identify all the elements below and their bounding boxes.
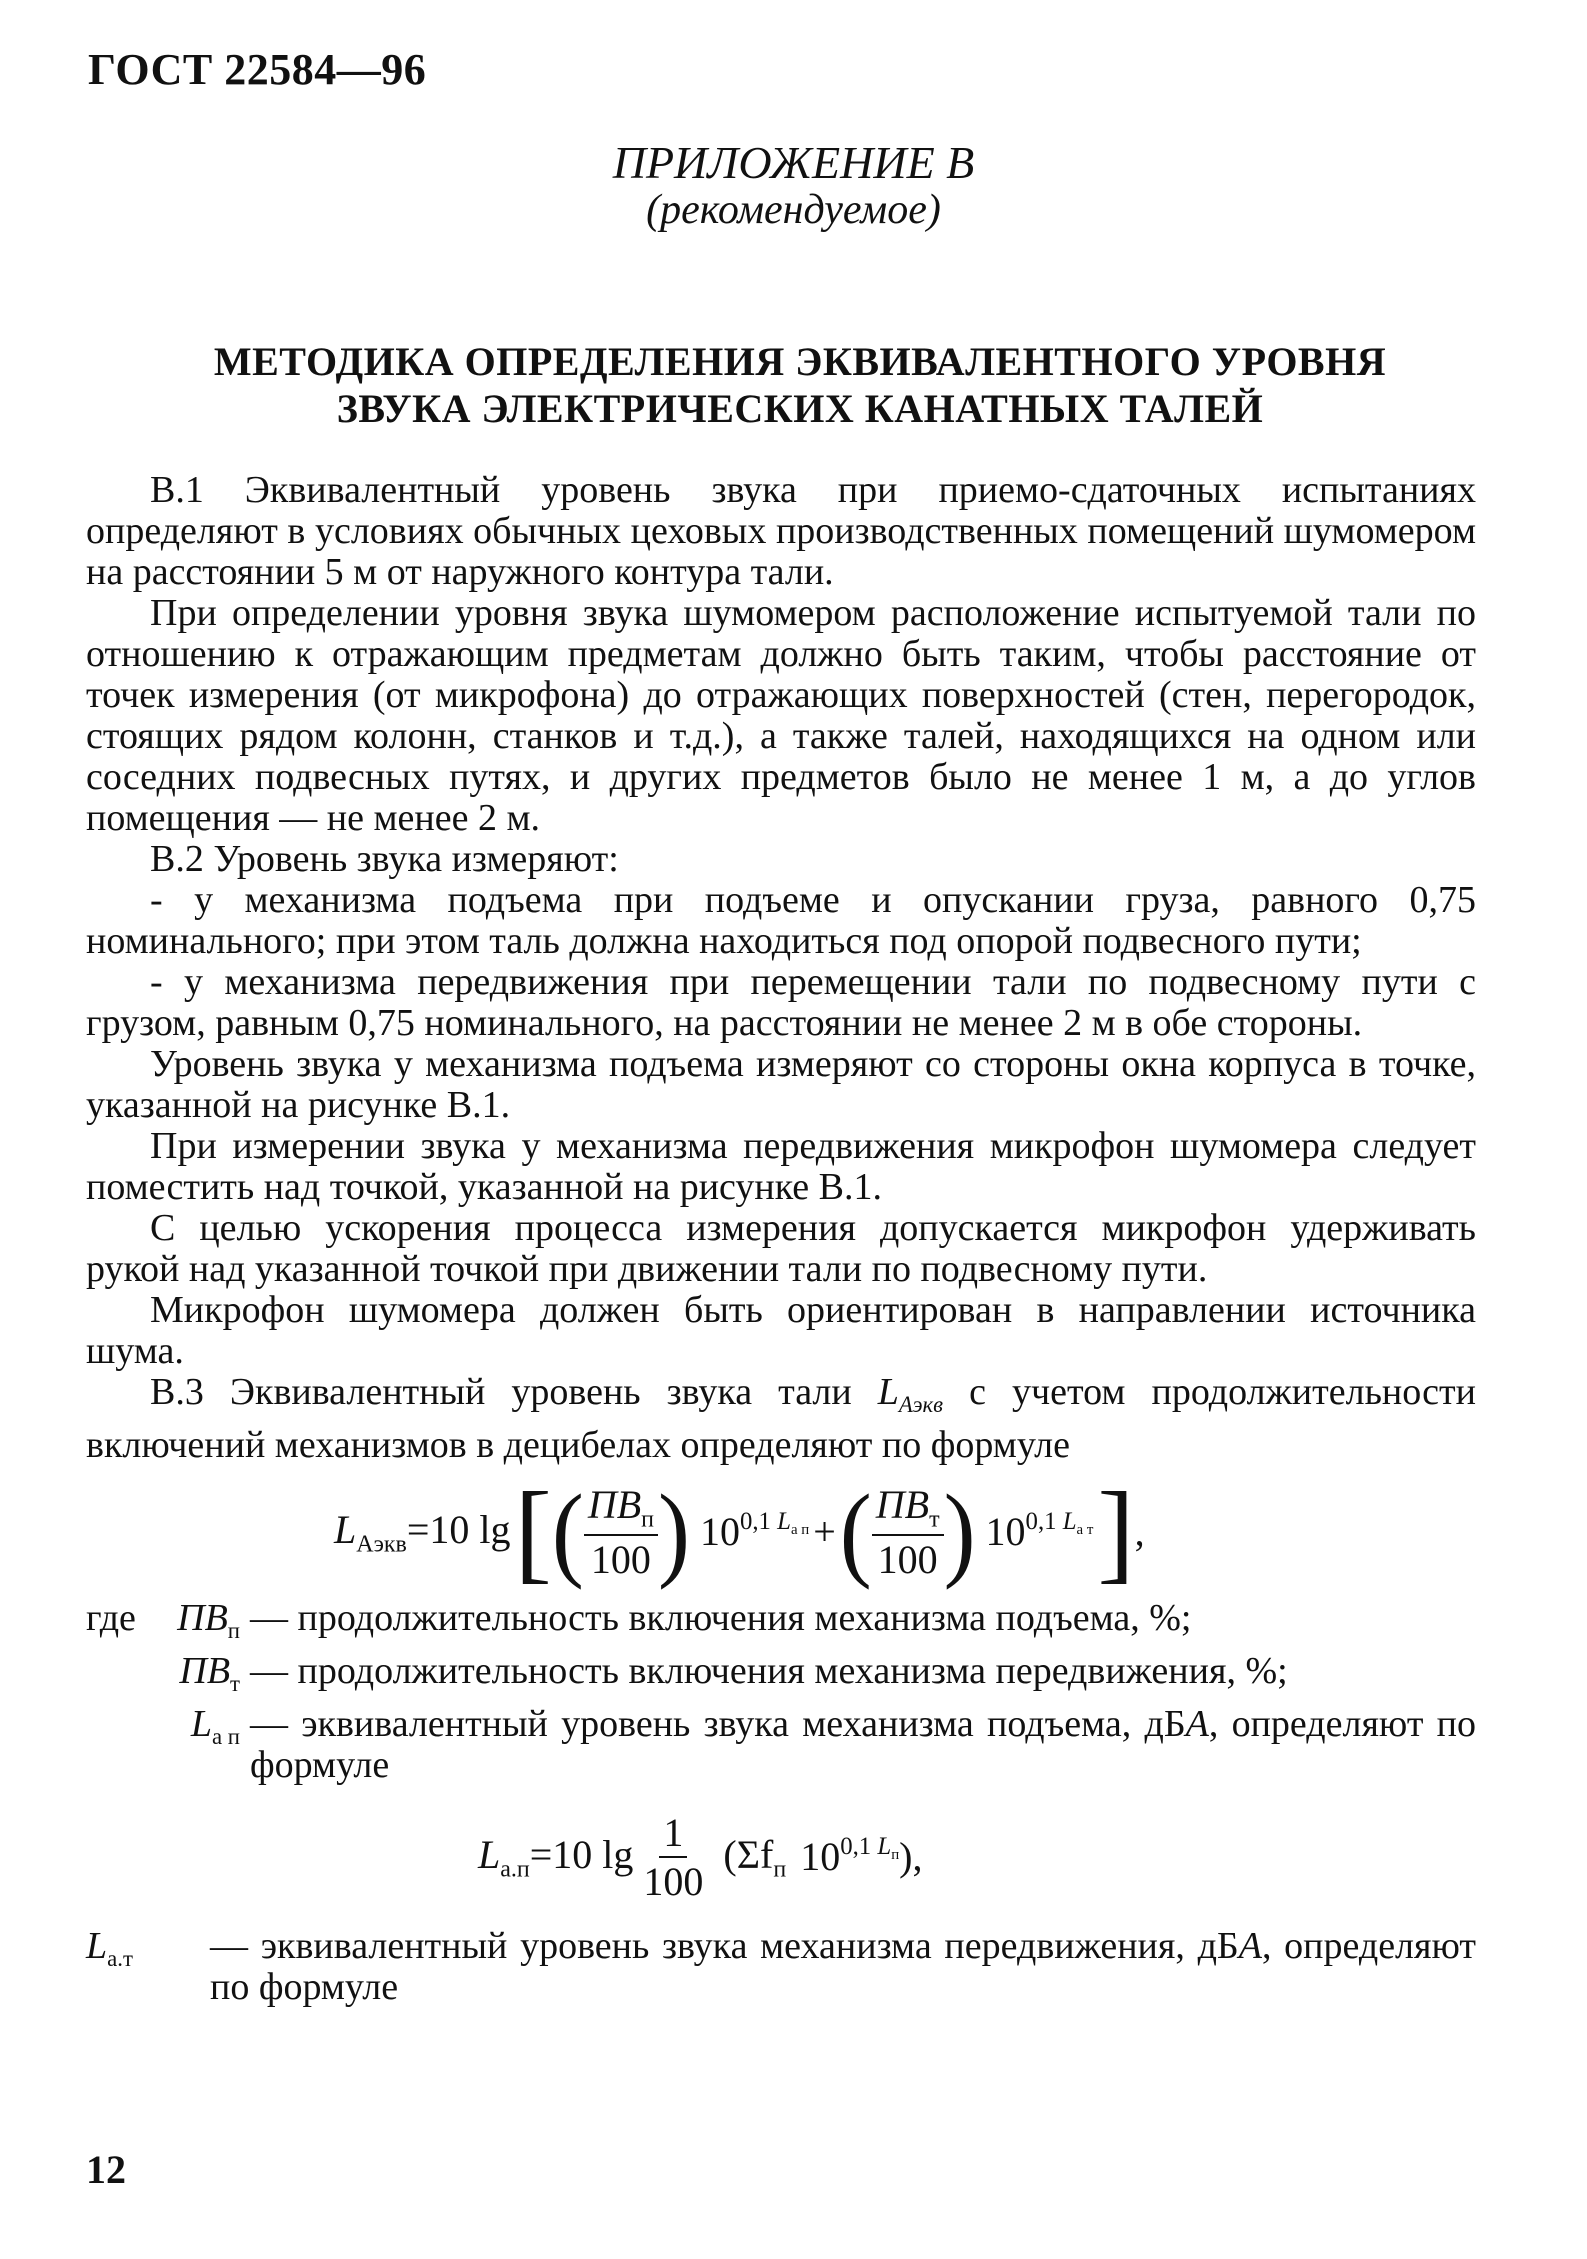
- list-item-lifting: - у механизма подъема при подъеме и опускании груза, равного 0,75 номинального; при этом таль должна находиться под опорой подвесного пути;: [86, 879, 1476, 962]
- formula-equivalent-level: $L_{Аэкв}=10$ lg [ ( $\frac{ПВ_п}{100}$ ) $10^{0,1 L_{а п}}$ + ( $\frac{ПВ_т}{100}$ ) $10^{0,1 L_{а т}}$ ] ,: [334, 1469, 1145, 1594]
- paragraph-b3-start: В.3 Эквивалентный уровень звука тали: [150, 1371, 852, 1413]
- section-title-line-2: ЗВУКА ЭЛЕКТРИЧЕСКИХ КАНАТНЫХ ТАЛЕЙ: [336, 386, 1264, 431]
- fraction-one-hundred: $\frac{1}{100}$: [643, 1809, 704, 1904]
- symbol-l-aekv: $L_{Аэкв}$: [877, 1371, 944, 1417]
- list-item-travel: - у механизма передвижения при перемещении тали по подвесному пути с грузом, равным 0,75 номинального, на расстоянии не менее 2 м в обе стороны.: [86, 961, 1476, 1044]
- section-title-line-1: МЕТОДИКА ОПРЕДЕЛЕНИЯ ЭКВИВАЛЕНТНОГО УРОВНЯ: [213, 339, 1387, 384]
- page-number: 12: [86, 2147, 126, 2192]
- definition-l-ap: $L_{а п}$ — эквивалентный уровень звука механизма подъема, дБА, определяют по формуле: [190, 1702, 1476, 1786]
- paragraph-lifting-point: Уровень звука у механизма подъема измеряют со стороны окна корпуса в точке, указанной на рисунке В.1.: [86, 1043, 1476, 1126]
- document-body: [86, 470, 1476, 2008]
- section-title: [150, 338, 1450, 432]
- paragraph-orientation: Микрофон шумомера должен быть ориентирован в направлении источника шума.: [86, 1289, 1476, 1372]
- fraction-pv-p: $\frac{ПВ_п}{100}$: [584, 1481, 658, 1582]
- paragraph-hand-held: С целью ускорения процесса измерения допускается микрофон удерживать рукой над указанной точкой при движении тали по подвесному пути.: [86, 1207, 1476, 1290]
- definition-pv-t: $ПВ_т$ — продолжительность включения механизма передвижения, %;: [179, 1649, 1288, 1696]
- appendix-type: (рекомендуемое): [646, 187, 941, 233]
- definition-l-at: $L_{а.т}$ — эквивалентный уровень звука механизма передвижения, дБА, определяют по формуле: [86, 1924, 1476, 2008]
- paragraph-b3-end: с учетом продолжительности включений механизмов в децибелах определяют по формуле: [86, 1371, 1476, 1466]
- paragraph-b1-2: При определении уровня звука шумомером расположение испытуемой тали по отношению к отражающим предметам должно быть таким, чтобы расстояние от точек измерения (от микрофона) до отражающих поверхностей (стен, перегородок, стоящих рядом колонн, станков и т.д.), а также талей, находящихся на одном или соседних подвесных путях, и других предметов было не менее 1 м, а до углов помещения — не менее 2 м.: [86, 592, 1476, 839]
- paragraph-b2: В.2 Уровень звука измеряют:: [150, 838, 619, 880]
- standard-number: ГОСТ 22584—96: [88, 45, 427, 94]
- paragraph-travel-point: При измерении звука у механизма передвижения микрофон шумомера следует поместить над точкой, указанной на рисунке В.1.: [86, 1125, 1476, 1208]
- paragraph-b3: [86, 1372, 1476, 1466]
- definition-pv-p: где $ПВ_п$ — продолжительность включения механизма подъема, %;: [86, 1596, 1192, 1643]
- formula-lifting-level: $L_{а.п}=10$ lg $\frac{1}{100}$ ($\Sigma f_п$ $10^{0,1 L_п}$),: [478, 1809, 923, 1904]
- appendix-title: ПРИЛОЖЕНИЕ В: [612, 137, 975, 188]
- paragraph-b1: В.1 Эквивалентный уровень звука при приемо-сдаточных испытаниях определяют в условиях обычных цеховых производственных помещений шумомером на расстоянии 5 м от наружного контура тали.: [86, 469, 1476, 593]
- fraction-pv-t: $\frac{ПВ_т}{100}$: [872, 1481, 944, 1582]
